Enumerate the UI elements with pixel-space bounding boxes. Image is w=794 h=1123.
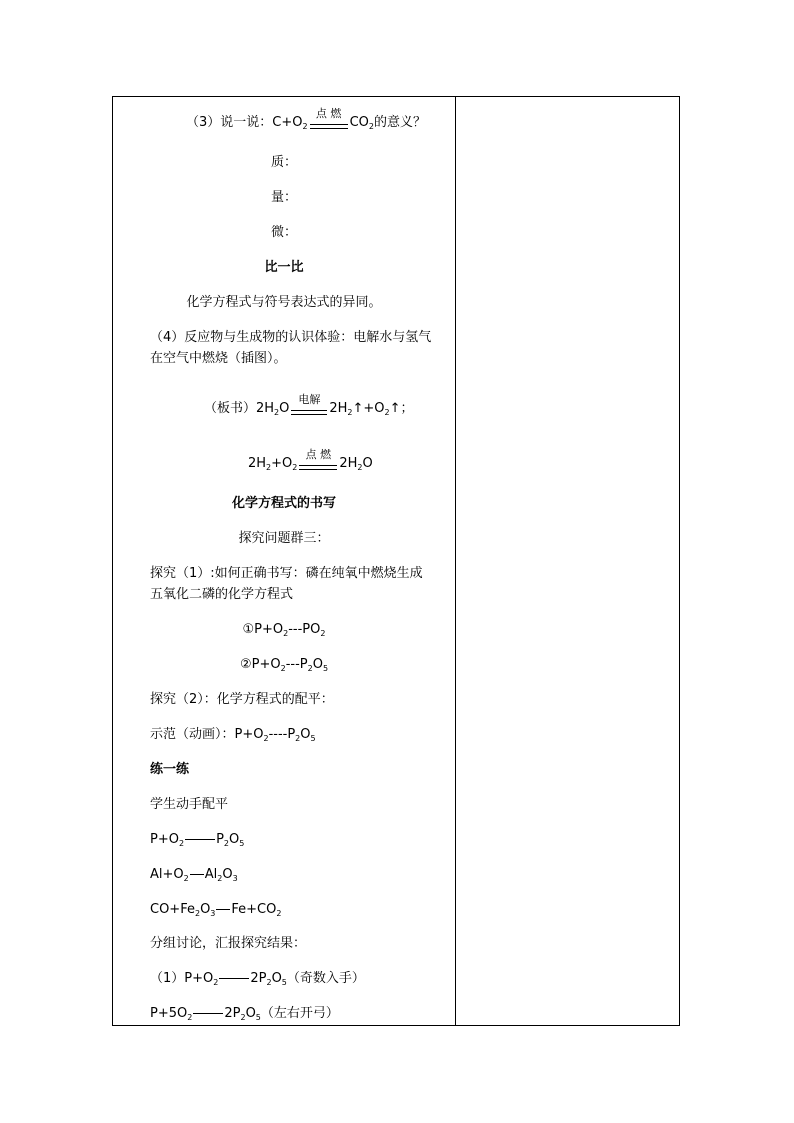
question-group: 探究问题群三： (238, 531, 330, 546)
item4-line2: 在空气中燃烧（插图）。 (150, 351, 287, 366)
demo-line: 示范（动画）：$P+O_2----P_2O_5$ (150, 727, 316, 743)
students-line: 学生动手配平 (150, 797, 229, 812)
result-1: $(1)P+O_2$ $2P_2O_5$（奇数入手） (150, 971, 365, 987)
explore1-line1: 探究（1）:如何正确书写：磷在纯氧中燃烧生成 (150, 566, 423, 581)
compare-heading: 比一比 (264, 260, 304, 275)
option-2: $②P+O_2---P_2O_5$ (239, 657, 329, 673)
practice-heading: 练一练 (150, 762, 190, 777)
result-2: $P+5O_2$ $2P_2O_5$（左右开弓） (150, 1006, 339, 1022)
explore1-line2: 五氧化二磷的化学方程式 (150, 587, 294, 602)
option-1: $①P+O_2---PO_2$ (242, 622, 326, 638)
item4-line1: （4）反应物与生成物的认识体验：电解水与氢气 (150, 330, 432, 345)
practice-3: $CO+Fe_2O_3$ $Fe+CO_2$ (150, 902, 282, 918)
board-equation: （板书）$2H_2O$ 电解 $2H_2↑+O_2↑$； (204, 393, 414, 417)
practice-1: $P+O_2$ $P_2O_5$ (150, 832, 245, 848)
micro-label: 微： (270, 225, 297, 240)
quality-label: 质： (270, 155, 297, 170)
quantity-label: 量： (270, 190, 297, 205)
hydrogen-equation: $2H_2+O_2$ 点 燃 $2H_2O$ (248, 448, 373, 472)
discussion-line: 分组讨论，汇报探究结果： (150, 936, 307, 951)
writing-heading: 化学方程式的书写 (231, 496, 336, 511)
compare-text: 化学方程式与符号表达式的异同。 (186, 295, 382, 310)
practice-2: $Al+O_2$ $Al_2O_3$ (150, 867, 238, 883)
discussion-line: （3）说一说：$C+O_2$ 点 燃 $CO_2$的意义？ (186, 107, 426, 131)
column-divider (455, 96, 456, 1026)
reaction-condition: 点 燃 (310, 114, 348, 132)
explore2: 探究（2）：化学方程式的配平： (150, 692, 334, 707)
